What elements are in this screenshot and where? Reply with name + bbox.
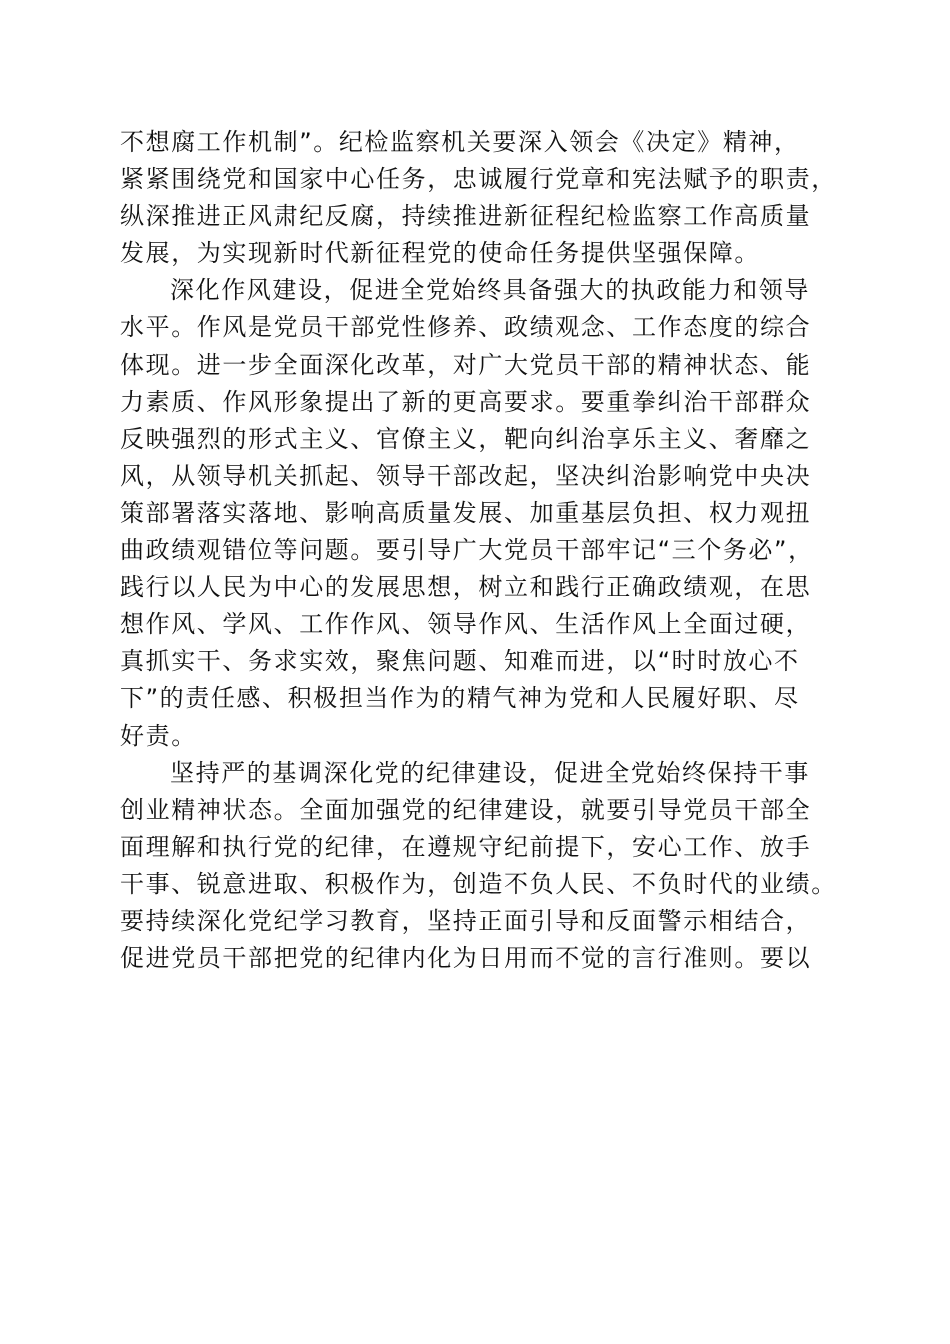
text-line: 干事、锐意进取、积极作为，创造不负人民、不负时代的业绩。 [120, 869, 837, 898]
text-line: 下”的责任感、积极担当作为的精气神为党和人民履好职、尽 [120, 684, 800, 713]
paragraph-start-line: 深化作风建设，促进全党始终具备强大的执政能力和领导 [170, 276, 810, 305]
text-line: 面理解和执行党的纪律，在遵规守纪前提下，安心工作、放手 [120, 832, 812, 861]
text-line: 要持续深化党纪学习教育，坚持正面引导和反面警示相结合， [120, 906, 812, 935]
text-line: 促进党员干部把党的纪律内化为日用而不觉的言行准则。要以 [120, 944, 812, 973]
text-line: 践行以人民为中心的发展思想，树立和践行正确政绩观，在思 [120, 573, 812, 602]
text-line: 不想腐工作机制”。纪检监察机关要深入领会《决定》精神， [120, 128, 800, 156]
document-page [120, 124, 850, 977]
paragraph-start-line: 坚持严的基调深化党的纪律建设，促进全党始终保持干事 [170, 758, 810, 787]
text-line: 发展，为实现新时代新征程党的使命任务提供坚强保障。 [120, 239, 760, 268]
text-line: 反映强烈的形式主义、官僚主义，靶向纠治享乐主义、奢靡之 [120, 424, 812, 453]
text-line: 曲政绩观错位等问题。要引导广大党员干部牢记“三个务必”， [120, 536, 814, 565]
text-line: 好责。 [120, 721, 197, 750]
text-line: 紧紧围绕党和国家中心任务，忠诚履行党章和宪法赋予的职责， [120, 165, 837, 194]
text-line: 真抓实干、务求实效，聚焦问题、知难而进，以“时时放心不 [120, 647, 800, 676]
text-line: 创业精神状态。全面加强党的纪律建设，就要引导党员干部全 [120, 795, 812, 824]
text-line: 体现。进一步全面深化改革，对广大党员干部的精神状态、能 [120, 350, 812, 379]
text-line: 策部署落实落地、影响高质量发展、加重基层负担、权力观扭 [120, 498, 812, 527]
text-line: 水平。作风是党员干部党性修养、政绩观念、工作态度的综合 [120, 313, 812, 342]
text-line: 想作风、学风、工作作风、领导作风、生活作风上全面过硬， [120, 610, 812, 639]
text-line: 纵深推进正风肃纪反腐，持续推进新征程纪检监察工作高质量 [120, 202, 812, 231]
text-line: 力素质、作风形象提出了新的更高要求。要重拳纠治干部群众 [120, 387, 812, 416]
text-line: 风，从领导机关抓起、领导干部改起，坚决纠治影响党中央决 [120, 461, 812, 490]
